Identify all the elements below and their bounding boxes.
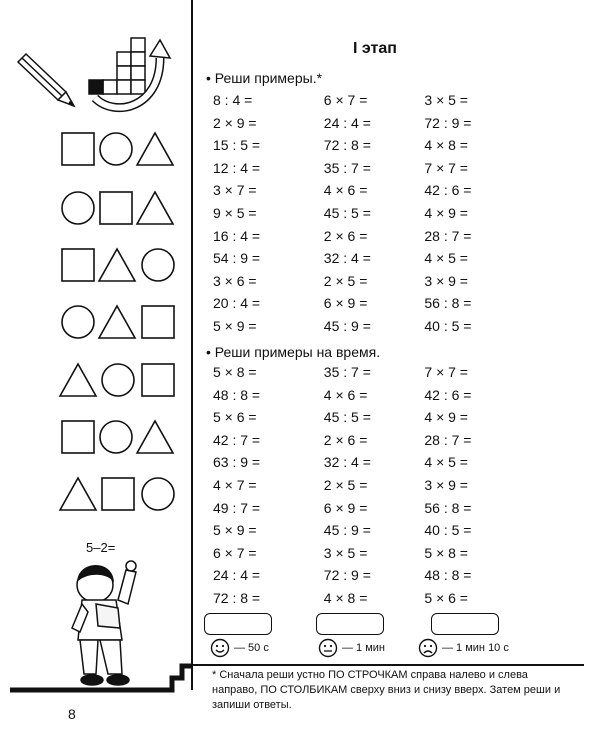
example-item: 3 × 5 = (424, 92, 468, 108)
example-item: 3 × 9 = (424, 272, 468, 289)
example-item: 28 : 7 = (424, 227, 472, 244)
example-item: 4 × 6 = (323, 182, 368, 199)
pencil-icon (18, 54, 74, 106)
example-item: 72 : 9 = (323, 567, 371, 584)
example-item: 12 : 4 = (213, 159, 261, 176)
section1-examples (205, 92, 505, 341)
example-row (205, 115, 505, 138)
example-item: 42 : 7 = (213, 431, 261, 448)
example-item: 4 × 9 = (424, 409, 468, 426)
boy-illustration (72, 540, 136, 685)
example-item: 48 : 8 = (424, 567, 472, 584)
example-row (205, 318, 505, 341)
smiley-neutral-icon (318, 638, 338, 658)
smiley-sad-icon (418, 638, 438, 658)
timer-happy (210, 638, 269, 658)
example-item: 5 × 8 = (213, 364, 257, 380)
example-item: 72 : 9 = (424, 114, 472, 131)
triangle-shape (60, 364, 96, 396)
example-item: 3 × 9 = (424, 476, 468, 493)
example-item: 5 × 9 = (213, 317, 257, 334)
example-row (205, 137, 505, 160)
section2-heading: • Реши примеры на время. (206, 344, 381, 360)
timer-label: — 1 мин 10 с (442, 642, 509, 654)
example-item: 3 × 5 = (323, 544, 368, 561)
example-item: 4 × 7 = (213, 476, 257, 493)
sidebar (0, 0, 192, 750)
footer-divider (192, 664, 584, 666)
timer-neutral (318, 638, 385, 658)
example-item: 45 : 5 = (323, 409, 371, 426)
square-shape (62, 421, 94, 453)
example-item: 54 : 9 = (213, 250, 261, 267)
example-item: 5 × 6 = (424, 589, 468, 606)
circle-shape (100, 133, 132, 165)
example-row (205, 432, 505, 455)
example-item: 2 × 5 = (323, 476, 368, 493)
triangle-shape (137, 421, 173, 453)
square-shape (62, 249, 94, 281)
example-item: 2 × 9 = (213, 114, 257, 131)
shape-row-7 (60, 478, 174, 510)
example-item: 4 × 8 = (323, 589, 368, 606)
square-shape (142, 364, 174, 396)
triangle-shape (99, 249, 135, 281)
smiley-happy-icon (210, 638, 230, 658)
sidebar-art (0, 0, 192, 750)
example-item: 28 : 7 = (424, 431, 472, 448)
square-shape (62, 133, 94, 165)
square-shape (102, 478, 134, 510)
page-number: 8 (68, 706, 76, 722)
example-item: 7 × 7 = (424, 159, 468, 176)
example-item: 3 × 7 = (213, 182, 257, 199)
section1-heading: • Реши примеры.* (206, 70, 323, 86)
example-item: 9 × 5 = (213, 204, 257, 221)
example-item: 42 : 6 = (424, 386, 472, 403)
example-item: 5 × 6 = (213, 409, 257, 426)
triangle-shape (60, 478, 96, 510)
example-item: 72 : 8 = (213, 589, 261, 606)
example-item: 45 : 5 = (323, 204, 371, 221)
example-row (205, 160, 505, 183)
example-row (205, 477, 505, 500)
example-item: 4 × 5 = (424, 250, 468, 267)
stage-title: I этап (353, 40, 397, 57)
example-item: 3 × 6 = (213, 272, 257, 289)
triangle-shape (137, 133, 173, 165)
circle-shape (142, 249, 174, 281)
square-shape (100, 192, 132, 224)
example-row (205, 545, 505, 568)
example-item: 8 : 4 = (213, 92, 253, 108)
shape-row-5 (60, 364, 174, 396)
example-item: 4 × 6 = (323, 386, 368, 403)
example-item: 24 : 4 = (323, 114, 371, 131)
example-item: 15 : 5 = (213, 137, 261, 154)
example-item: 6 × 7 = (213, 544, 257, 561)
example-item: 42 : 6 = (424, 182, 472, 199)
example-row (205, 295, 505, 318)
timer-label: — 50 с (234, 642, 269, 654)
example-item: 6 × 9 = (323, 295, 368, 312)
triangle-shape (137, 192, 173, 224)
shape-row-3 (62, 249, 174, 281)
answer-box-1[interactable] (204, 613, 272, 635)
example-row (205, 454, 505, 477)
example-item: 35 : 7 = (323, 159, 371, 176)
example-item: 2 × 6 = (323, 431, 368, 448)
example-item: 49 : 7 = (213, 499, 261, 516)
answer-box-2[interactable] (316, 613, 384, 635)
example-item: 48 : 8 = (213, 386, 261, 403)
example-item: 4 × 5 = (424, 454, 468, 471)
example-item: 5 × 9 = (213, 522, 257, 539)
example-item: 45 : 9 = (323, 317, 371, 334)
example-item: 56 : 8 = (424, 499, 472, 516)
example-row (205, 92, 505, 115)
example-item: 63 : 9 = (213, 454, 261, 471)
footnote: * Сначала реши устно ПО СТРОЧКАМ справа налево и слева направо, ПО СТОЛБИКАМ сверху вниз и снизу вверх. Затем реши и запиши ответы. (212, 669, 561, 711)
example-item: 72 : 8 = (323, 137, 371, 154)
example-row (205, 522, 505, 545)
example-item: 32 : 4 = (323, 250, 371, 267)
circle-shape (62, 306, 94, 338)
example-item: 2 × 6 = (323, 227, 368, 244)
example-item: 4 × 8 = (424, 137, 468, 154)
board-text: 5–2= (86, 540, 116, 555)
example-item: 24 : 4 = (213, 567, 261, 584)
shape-row-4 (62, 306, 174, 338)
timer-sad (418, 638, 509, 658)
example-item: 5 × 8 = (424, 544, 468, 561)
example-item: 16 : 4 = (213, 227, 261, 244)
example-item: 35 : 7 = (323, 364, 371, 380)
circle-shape (102, 364, 134, 396)
example-row (205, 250, 505, 273)
example-item: 2 × 5 = (323, 272, 368, 289)
example-row (205, 500, 505, 523)
example-row (205, 205, 505, 228)
example-row (205, 364, 505, 387)
example-item: 20 : 4 = (213, 295, 261, 312)
triangle-shape (99, 306, 135, 338)
example-row (205, 228, 505, 251)
circle-shape (62, 192, 94, 224)
circle-shape (142, 478, 174, 510)
section2-examples (205, 364, 505, 613)
example-row (205, 567, 505, 590)
column-divider (191, 0, 193, 690)
example-item: 32 : 4 = (323, 454, 371, 471)
example-item: 45 : 9 = (323, 522, 371, 539)
shape-row-2 (62, 192, 173, 224)
example-item: 7 × 7 = (424, 364, 468, 380)
example-item: 6 × 7 = (323, 92, 368, 108)
timer-label: — 1 мин (342, 642, 386, 654)
example-row (205, 182, 505, 205)
example-item: 6 × 9 = (323, 499, 368, 516)
shape-row-6 (62, 421, 173, 453)
example-row (205, 387, 505, 410)
circle-shape (100, 421, 132, 453)
square-shape (142, 306, 174, 338)
example-item: 40 : 5 = (424, 522, 472, 539)
answer-box-3[interactable] (431, 613, 499, 635)
example-row (205, 590, 505, 613)
example-item: 4 × 9 = (424, 204, 468, 221)
example-item: 40 : 5 = (424, 317, 472, 334)
example-row (205, 273, 505, 296)
shape-row-1 (62, 133, 173, 165)
example-item: 56 : 8 = (424, 295, 472, 312)
example-row (205, 409, 505, 432)
